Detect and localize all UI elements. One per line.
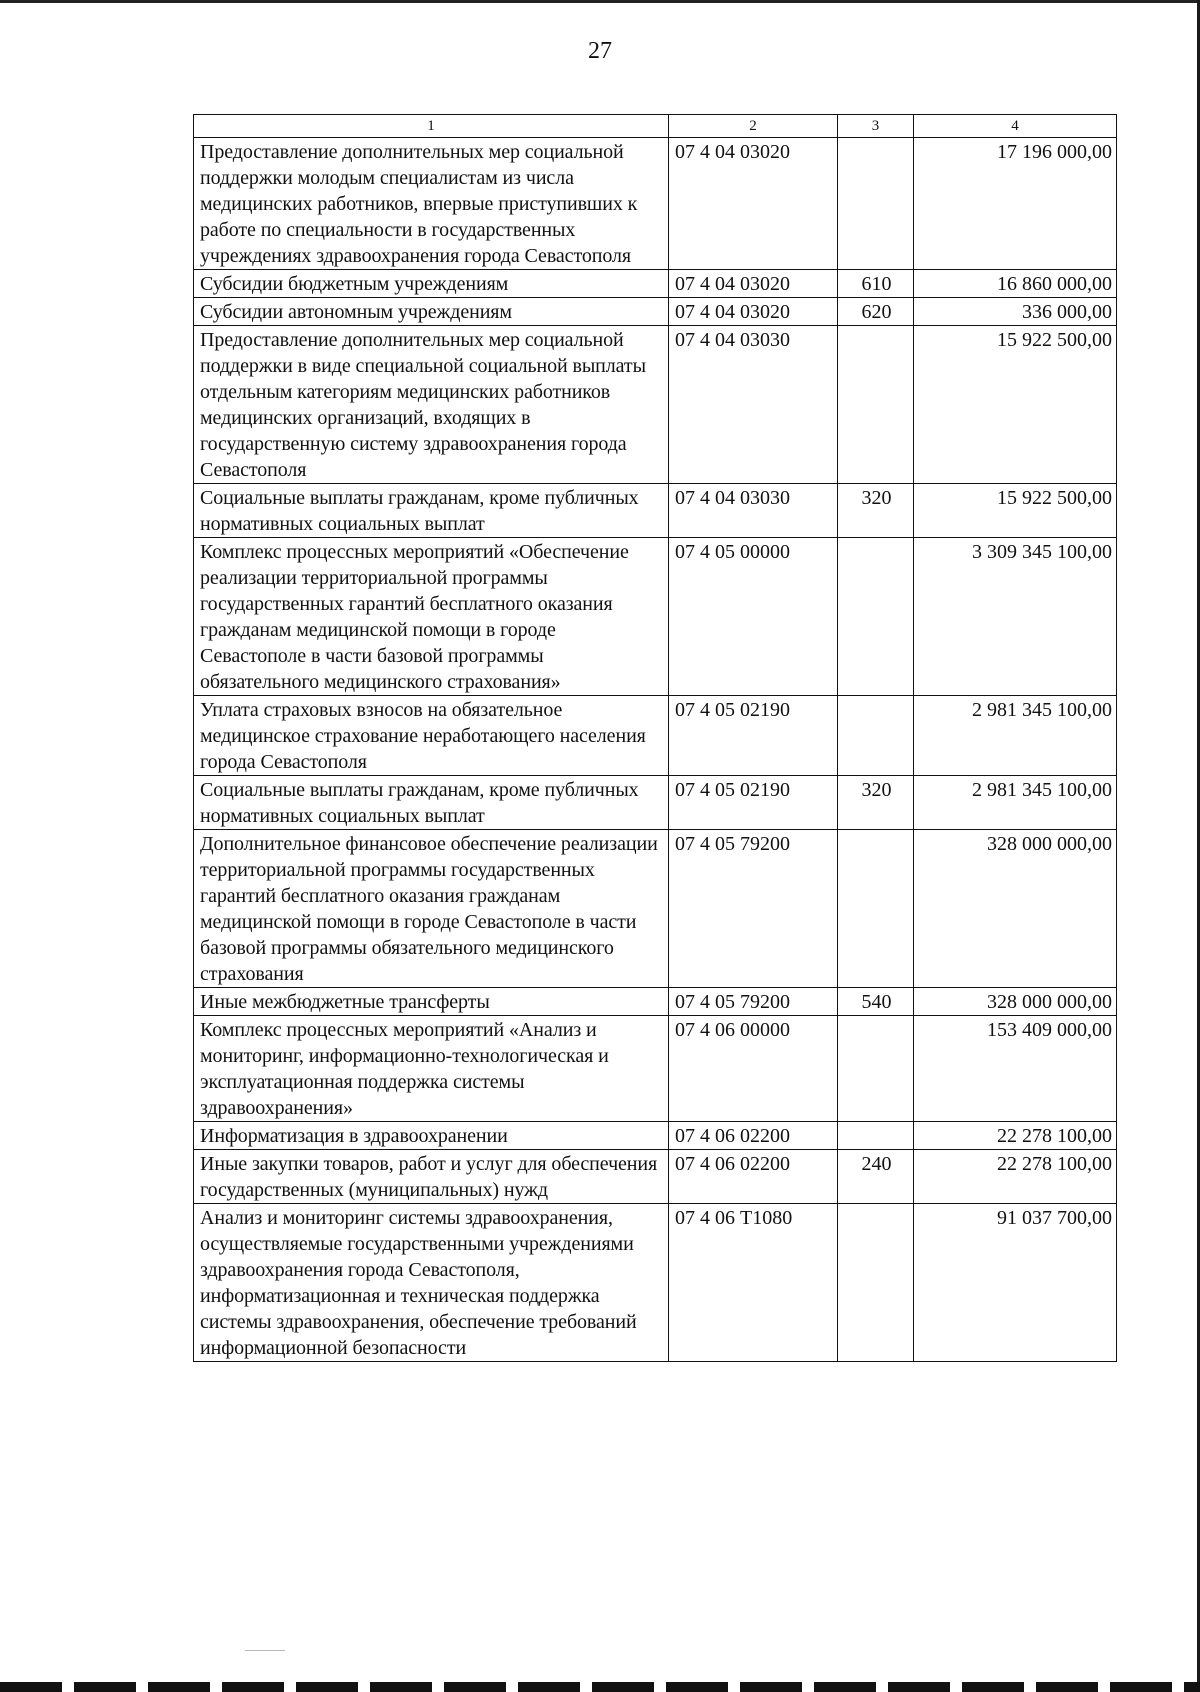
row-name: Комплекс процессных мероприятий «Анализ и мониторинг, информационно-технологическая и эксплуатационная поддержка системы здравоохранения» [194, 1016, 669, 1122]
row-code: 07 4 04 03020 [669, 138, 838, 270]
column-header-4: 4 [914, 115, 1117, 138]
row-amount: 15 922 500,00 [914, 326, 1117, 484]
row-name: Дополнительное финансовое обеспечение реализации территориальной программы государственных гарантий бесплатного оказания гражданам медицинской помощи в городе Севастополе в части базовой программы обязательного медицинского страхования [194, 830, 669, 988]
column-header-2: 2 [669, 115, 838, 138]
row-amount: 17 196 000,00 [914, 138, 1117, 270]
row-name: Информатизация в здравоохранении [194, 1122, 669, 1150]
row-amount: 22 278 100,00 [914, 1150, 1117, 1204]
page-number: 27 [588, 38, 612, 64]
row-kvr [838, 326, 914, 484]
row-kvr: 610 [838, 270, 914, 298]
row-code: 07 4 05 79200 [669, 830, 838, 988]
row-name: Иные закупки товаров, работ и услуг для обеспечения государственных (муниципальных) нужд [194, 1150, 669, 1204]
table-row [194, 138, 1117, 270]
row-name: Предоставление дополнительных мер социальной поддержки молодым специалистам из числа медицинских работников, впервые приступивших к работе по специальности в государственных учреждениях здравоохранения города Севастополя [194, 138, 669, 270]
row-amount: 336 000,00 [914, 298, 1117, 326]
row-amount: 16 860 000,00 [914, 270, 1117, 298]
column-header-1: 1 [194, 115, 669, 138]
row-name: Субсидии бюджетным учреждениям [194, 270, 669, 298]
row-kvr: 540 [838, 988, 914, 1016]
row-kvr: 320 [838, 484, 914, 538]
row-code: 07 4 05 00000 [669, 538, 838, 696]
row-kvr: 620 [838, 298, 914, 326]
row-code: 07 4 04 03030 [669, 326, 838, 484]
table-row [194, 776, 1117, 830]
row-code: 07 4 04 03020 [669, 270, 838, 298]
row-name: Субсидии автономным учреждениям [194, 298, 669, 326]
table-row [194, 830, 1117, 988]
table-row [194, 1150, 1117, 1204]
row-kvr [838, 1016, 914, 1122]
row-name: Предоставление дополнительных мер социальной поддержки в виде специальной социальной выплаты отдельным категориям медицинских работников медицинских организаций, входящих в государственную систему здравоохранения города Севастополя [194, 326, 669, 484]
row-code: 07 4 05 79200 [669, 988, 838, 1016]
row-amount: 328 000 000,00 [914, 830, 1117, 988]
row-code: 07 4 06 00000 [669, 1016, 838, 1122]
table-row [194, 298, 1117, 326]
row-kvr [838, 696, 914, 776]
row-kvr: 320 [838, 776, 914, 830]
row-kvr: 240 [838, 1150, 914, 1204]
row-kvr [838, 538, 914, 696]
row-name: Уплата страховых взносов на обязательное медицинское страхование неработающего населения города Севастополя [194, 696, 669, 776]
scan-edge-bottom [0, 1682, 1200, 1692]
table-row [194, 1122, 1117, 1150]
row-name: Социальные выплаты гражданам, кроме публичных нормативных социальных выплат [194, 776, 669, 830]
row-name: Иные межбюджетные трансферты [194, 988, 669, 1016]
table-row [194, 1204, 1117, 1362]
budget-table [193, 114, 1117, 1362]
row-amount: 22 278 100,00 [914, 1122, 1117, 1150]
table-row [194, 696, 1117, 776]
table-header-row [194, 115, 1117, 138]
row-amount: 3 309 345 100,00 [914, 538, 1117, 696]
table-row [194, 270, 1117, 298]
row-code: 07 4 06 02200 [669, 1122, 838, 1150]
row-code: 07 4 06 Т1080 [669, 1204, 838, 1362]
row-code: 07 4 06 02200 [669, 1150, 838, 1204]
row-amount: 91 037 700,00 [914, 1204, 1117, 1362]
table-row [194, 484, 1117, 538]
row-amount: 2 981 345 100,00 [914, 696, 1117, 776]
row-name: Комплекс процессных мероприятий «Обеспечение реализации территориальной программы государственных гарантий бесплатного оказания гражданам медицинской помощи в городе Севастополе в части базовой программы обязательного медицинского страхования» [194, 538, 669, 696]
row-amount: 15 922 500,00 [914, 484, 1117, 538]
column-header-3: 3 [838, 115, 914, 138]
table-row [194, 326, 1117, 484]
row-kvr [838, 138, 914, 270]
table-row [194, 988, 1117, 1016]
table-row [194, 1016, 1117, 1122]
row-kvr [838, 1122, 914, 1150]
row-code: 07 4 05 02190 [669, 776, 838, 830]
row-amount: 2 981 345 100,00 [914, 776, 1117, 830]
row-kvr [838, 830, 914, 988]
row-amount: 153 409 000,00 [914, 1016, 1117, 1122]
row-amount: 328 000 000,00 [914, 988, 1117, 1016]
row-kvr [838, 1204, 914, 1362]
row-code: 07 4 04 03020 [669, 298, 838, 326]
table-row [194, 538, 1117, 696]
scan-edge-top [0, 0, 1200, 3]
row-code: 07 4 05 02190 [669, 696, 838, 776]
scan-smudge [245, 1650, 285, 1651]
row-code: 07 4 04 03030 [669, 484, 838, 538]
row-name: Анализ и мониторинг системы здравоохранения, осуществляемые государственными учреждениями здравоохранения города Севастополя, информатизационная и техническая поддержка системы здравоохранения, обеспечение требований информационной безопасности [194, 1204, 669, 1362]
row-name: Социальные выплаты гражданам, кроме публичных нормативных социальных выплат [194, 484, 669, 538]
